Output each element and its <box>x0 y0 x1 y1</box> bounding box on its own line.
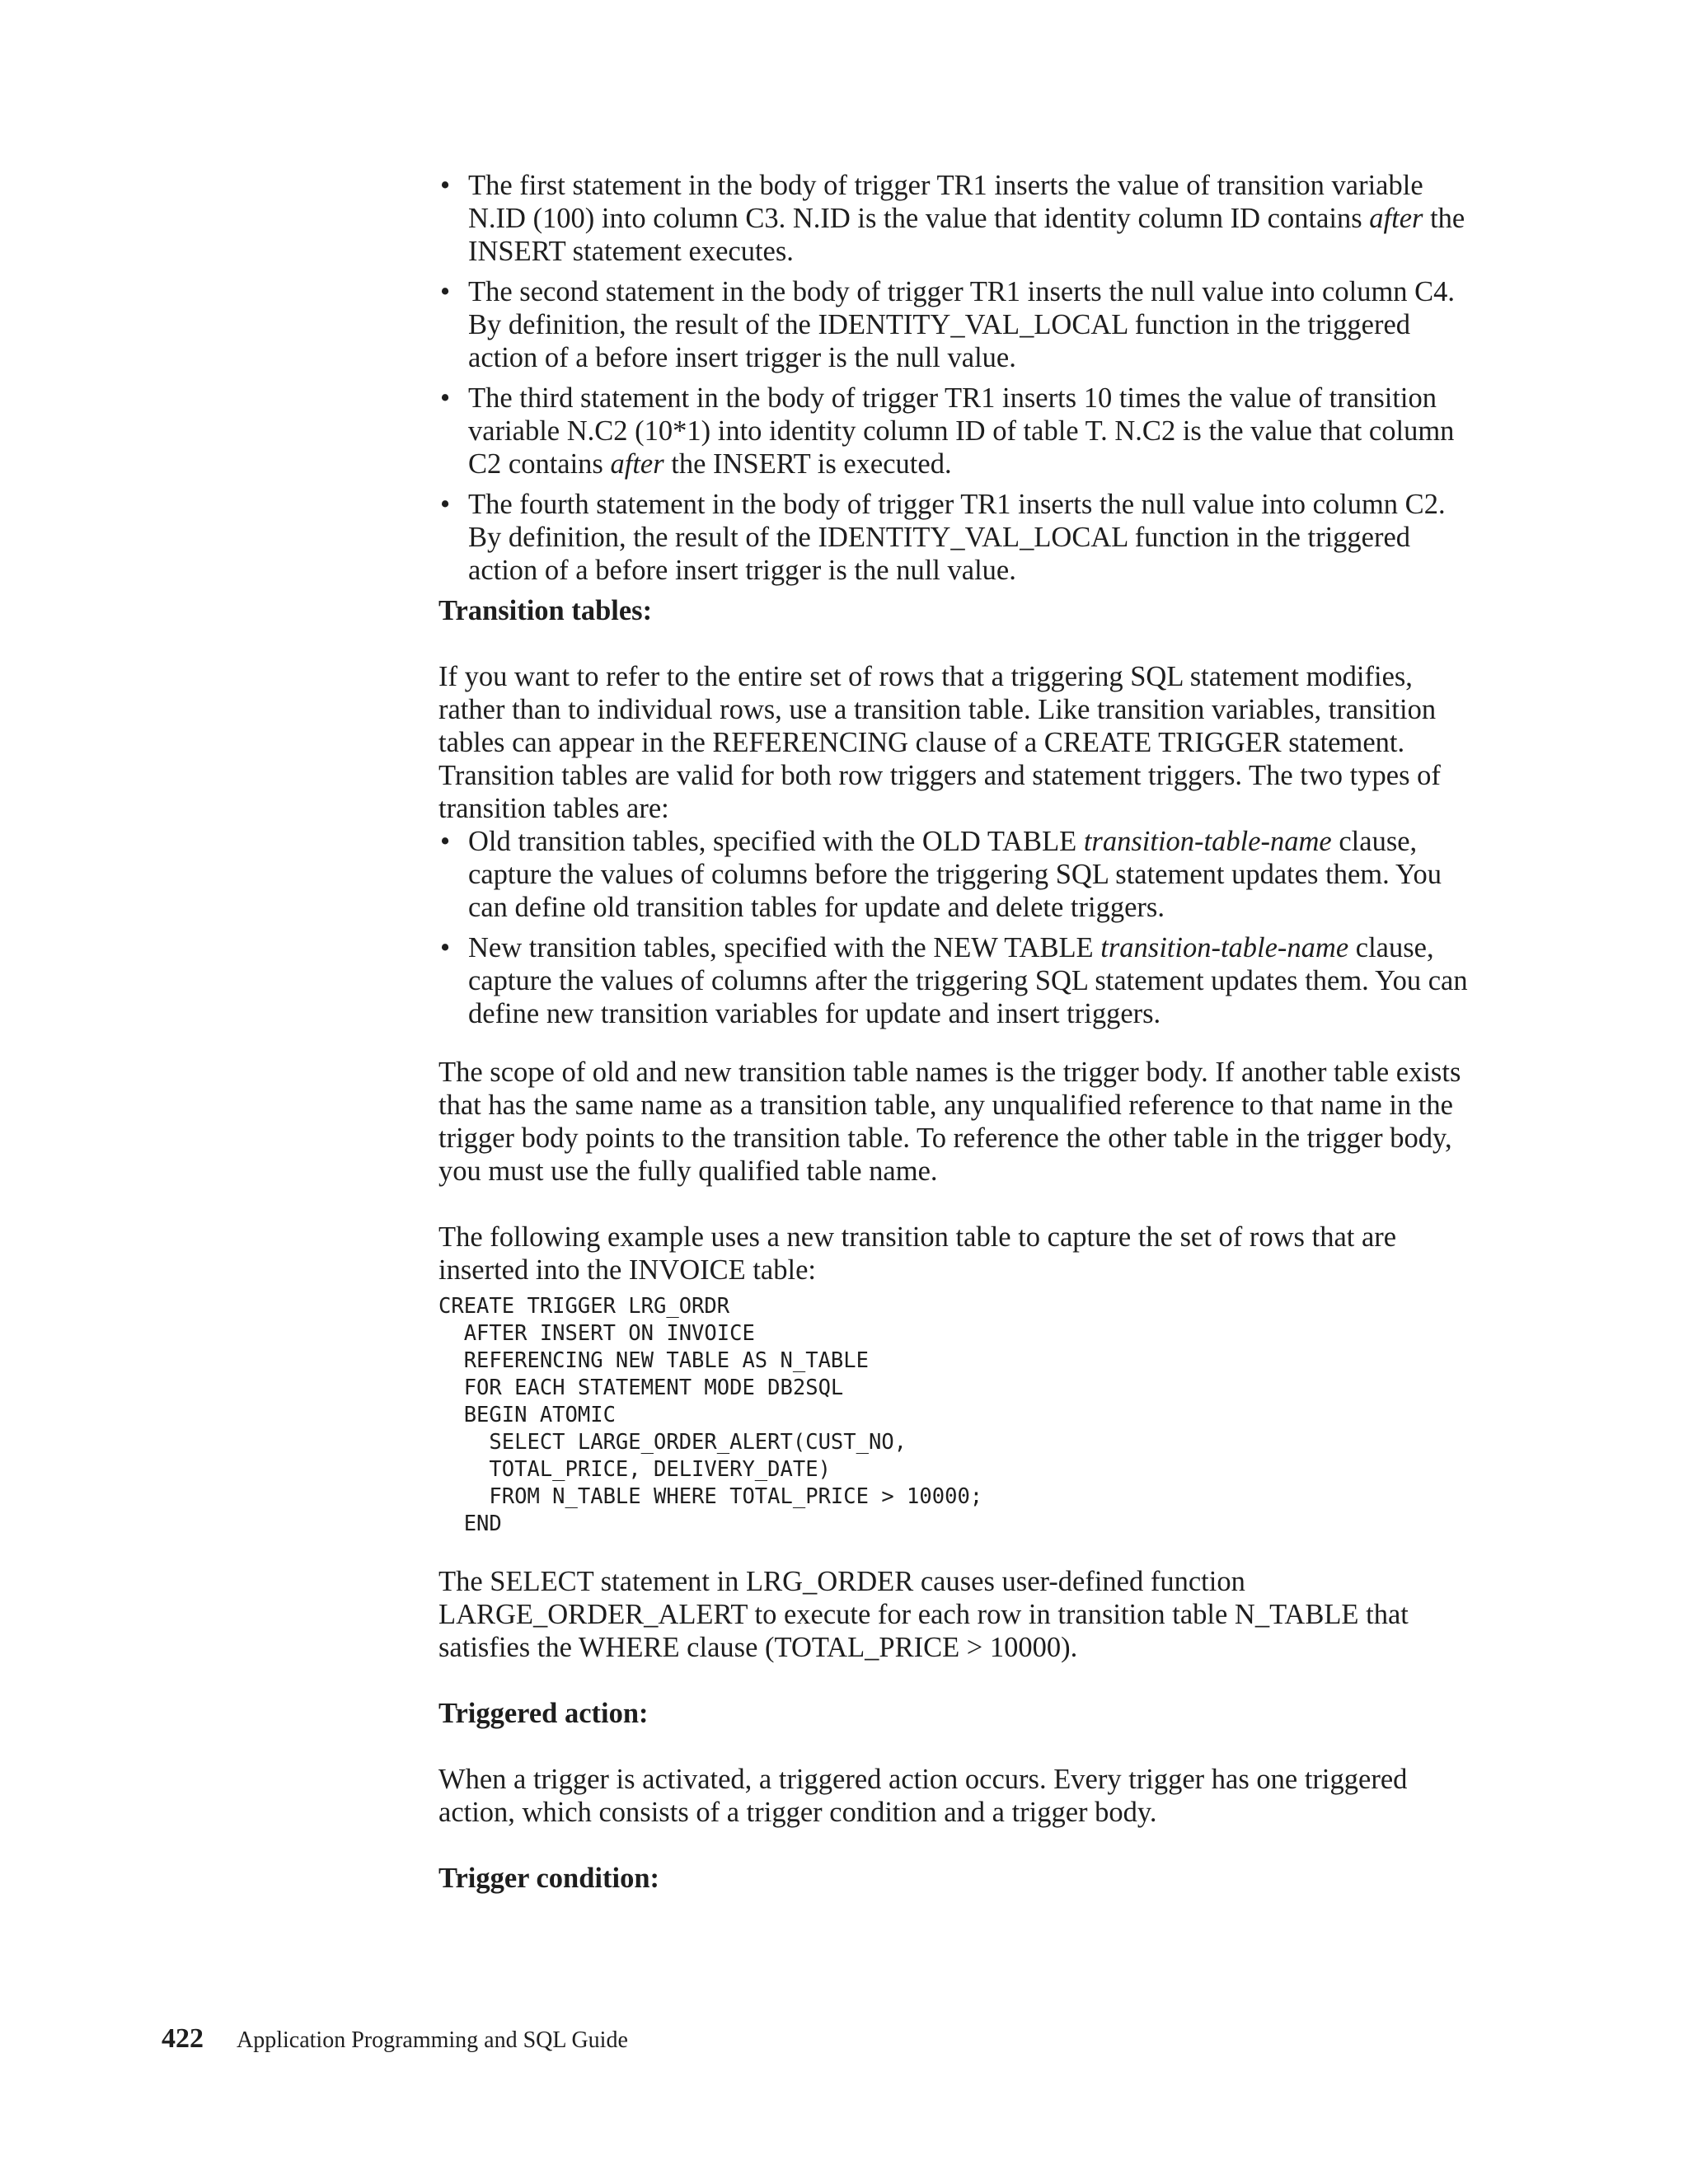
page-footer <box>162 2023 628 2055</box>
heading-trigger-condition: Trigger condition: <box>438 1863 659 1894</box>
text: The third statement in the body of trigger TR1 inserts 10 times the value of transition variable N.C2 (10*1) into identity column ID of table T. N.C2 is the value that column C2 contains <box>468 382 1455 480</box>
bullet-icon: • <box>440 382 451 414</box>
footer-book-title: Application Programming and SQL Guide <box>237 2027 628 2053</box>
paragraph-scope: The scope of old and new transition table names is the trigger body. If another table exists that has the same name as a transition table, any unqualified reference to that name in the trigger body points to the transition table. To reference the other table in the trigger body, you must use the fully qualified table name. <box>438 1057 1461 1187</box>
paragraph-example-intro: The following example uses a new transition table to capture the set of rows that are inserted into the INVOICE table: <box>438 1221 1397 1286</box>
code-line: TOTAL_PRICE, DELIVERY_DATE) <box>438 1457 831 1482</box>
italic-text: transition-table-name <box>1083 826 1332 857</box>
list-item <box>438 382 1477 480</box>
text: the INSERT statement executes. <box>468 203 1465 267</box>
code-line: REFERENCING NEW TABLE AS N_TABLE <box>438 1348 869 1373</box>
paragraph-transition-intro: If you want to refer to the entire set of rows that a triggering SQL statement modifies, rather than to individual rows, use a transition table. Like transition variables, transition tables can appear in the REFERENCING clause of a CREATE TRIGGER statement. Transition tables are valid for both row triggers and statement triggers. The two types of transition tables are: <box>438 661 1441 824</box>
bullet-icon: • <box>440 276 451 307</box>
code-line: AFTER INSERT ON INVOICE <box>438 1321 755 1346</box>
list-item <box>438 275 1477 374</box>
page-number: 422 <box>162 2023 204 2054</box>
code-line: CREATE TRIGGER LRG_ORDR <box>438 1294 730 1319</box>
heading-transition-tables: Transition tables: <box>438 595 653 626</box>
paragraph-select-explanation: The SELECT statement in LRG_ORDER causes user-defined function LARGE_ORDER_ALERT to execute for each row in transition table N_TABLE that satisfies the WHERE clause (TOTAL_PRICE > 10000). <box>438 1566 1409 1663</box>
heading-triggered-action: Triggered action: <box>438 1698 649 1729</box>
bullet-icon: • <box>440 489 451 520</box>
code-line: FROM N_TABLE WHERE TOTAL_PRICE > 10000; <box>438 1484 983 1509</box>
list-item <box>438 931 1477 1030</box>
text: New transition tables, specified with the NEW TABLE <box>468 932 1101 963</box>
text: clause, capture the values of columns before the triggering SQL statement updates them. You can define old transition tables for update and delete triggers. <box>468 826 1442 923</box>
bullet-list-statements <box>438 169 1477 587</box>
italic-text: after <box>1369 203 1423 234</box>
bullet-icon: • <box>440 932 451 963</box>
text: clause, capture the values of columns after the triggering SQL statement updates them. You can define new transition variables for update and insert triggers. <box>468 932 1468 1029</box>
italic-text: transition-table-name <box>1100 932 1349 963</box>
italic-text: after <box>610 448 664 480</box>
code-line: END <box>438 1511 502 1536</box>
text: The fourth statement in the body of trigger TR1 inserts the null value into column C2. By definition, the result of the IDENTITY_VAL_LOCAL function in the triggered action of a before insert trigger is the null value. <box>468 489 1446 586</box>
list-item <box>438 169 1477 268</box>
bullet-icon: • <box>440 170 451 201</box>
text: The first statement in the body of trigger TR1 inserts the value of transition variable N.ID (100) into column C3. N.ID is the value that identity column ID contains <box>468 170 1423 234</box>
bullet-list-transition-tables <box>438 825 1477 1030</box>
text: Old transition tables, specified with the OLD TABLE <box>468 826 1084 857</box>
bullet-icon: • <box>440 826 451 857</box>
text: the INSERT is executed. <box>663 448 952 480</box>
code-line: BEGIN ATOMIC <box>438 1403 616 1427</box>
list-item <box>438 825 1477 924</box>
paragraph-triggered-action: When a trigger is activated, a triggered action occurs. Every trigger has one triggered action, which consists of a trigger condition and a trigger body. <box>438 1764 1408 1828</box>
text: The second statement in the body of trigger TR1 inserts the null value into column C4. By definition, the result of the IDENTITY_VAL_LOCAL function in the triggered action of a before insert trigger is the null value. <box>468 276 1456 373</box>
code-line: SELECT LARGE_ORDER_ALERT(CUST_NO, <box>438 1430 907 1455</box>
code-line: FOR EACH STATEMENT MODE DB2SQL <box>438 1376 844 1400</box>
code-block <box>438 1293 1477 1538</box>
page-content <box>438 169 1477 1895</box>
list-item <box>438 488 1477 587</box>
